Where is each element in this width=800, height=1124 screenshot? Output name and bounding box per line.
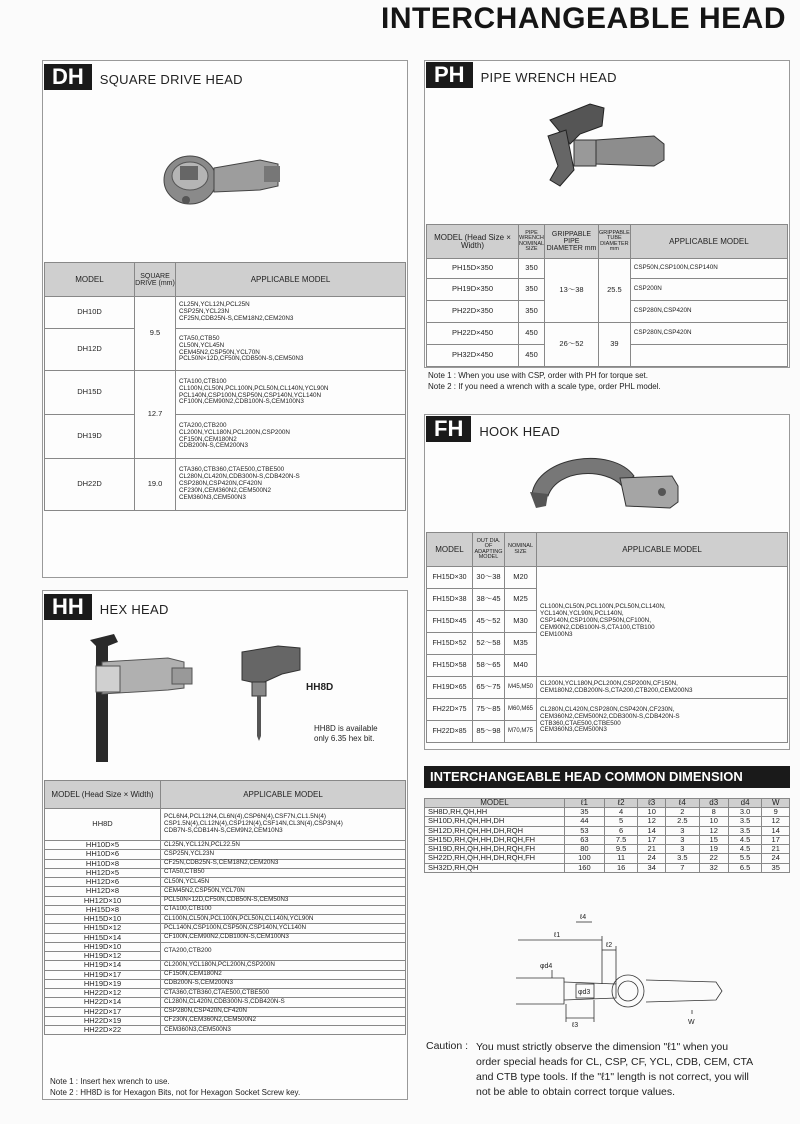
hh-model: HH15D×10 bbox=[45, 915, 161, 924]
hh-col-app: APPLICABLE MODEL bbox=[161, 781, 406, 809]
diagram-label-l4: ℓ4 bbox=[580, 914, 587, 921]
fh-col-app: APPLICABLE MODEL bbox=[537, 533, 788, 567]
ph-col-tube: GRIPPABLE TUBE DIAMETER mm bbox=[599, 225, 631, 259]
hh-model: HH8D bbox=[45, 809, 161, 841]
ph-tube-size: 39 bbox=[599, 323, 631, 367]
wrench-shank bbox=[596, 136, 664, 166]
hex-head-collar bbox=[96, 666, 120, 692]
ph-model: PH22D×350 bbox=[427, 301, 519, 323]
ph-model: PH15D×350 bbox=[427, 259, 519, 279]
hh-model: HH12D×8 bbox=[45, 887, 161, 896]
common-dimension-table bbox=[424, 798, 790, 873]
dh-col-model: MODEL bbox=[45, 263, 135, 297]
hook-arc bbox=[532, 458, 634, 496]
hh-app: CDB200N-S,CEM200N3 bbox=[161, 979, 406, 988]
fh-size: M60,M65 bbox=[505, 699, 537, 721]
fh-model: FH15D×30 bbox=[427, 567, 473, 589]
ph-size: 450 bbox=[519, 345, 545, 367]
hh-model: HH22D×22 bbox=[45, 1026, 161, 1035]
ph-pipe-range: 26～52 bbox=[545, 323, 599, 367]
dim-col: ℓ4 bbox=[665, 799, 699, 808]
hh-app: CF100N,CEM90N2,CDB100N-S,CEM100N3 bbox=[161, 933, 406, 942]
hh-model: HH15D×12 bbox=[45, 924, 161, 933]
fh-size: M20 bbox=[505, 567, 537, 589]
hh-model: HH19D×10 bbox=[45, 942, 161, 951]
hh8d-label: HH8D bbox=[306, 682, 334, 693]
hh-app: CL50N,YCL45N bbox=[161, 878, 406, 887]
dh-header bbox=[44, 64, 243, 90]
diagram-label-d3: φd3 bbox=[578, 989, 591, 996]
hh8d-body bbox=[242, 646, 300, 684]
fh-tag: FH bbox=[426, 416, 471, 442]
fh-dia: 45～52 bbox=[473, 611, 505, 633]
ph-tag: PH bbox=[426, 62, 473, 88]
ph-label: PIPE WRENCH HEAD bbox=[480, 70, 617, 85]
ph-col-pipe: GRIPPABLE PIPE DIAMETER mm bbox=[545, 225, 599, 259]
ph-app: CSP200N bbox=[630, 279, 787, 301]
hh-model: HH12D×6 bbox=[45, 878, 161, 887]
diagram-label-w: W bbox=[688, 1019, 695, 1026]
ph-notes: Note 1 : When you use with CSP, order with PH for torque set. Note 2 : If you need a wrench with a scale type, order PHL model. bbox=[428, 371, 661, 391]
hh-app: CEM360N3,CEM500N3 bbox=[161, 1026, 406, 1035]
fh-model: FH19D×65 bbox=[427, 677, 473, 699]
square-drive-head-image bbox=[160, 150, 290, 210]
page-title: INTERCHANGEABLE HEAD bbox=[380, 2, 786, 35]
hh-model: HH19D×19 bbox=[45, 979, 161, 988]
dim-row: SH19D,RH,QH,HH,DH,RQH,FH 80 9.5 21 3 19 4.5 21 bbox=[425, 845, 790, 854]
fh-model: FH22D×75 bbox=[427, 699, 473, 721]
hh-app: CL280N,CL420N,CDB300N-S,CDB420N-S bbox=[161, 998, 406, 1007]
hh-app: CL200N,YCL180N,PCL200N,CSP200N bbox=[161, 961, 406, 970]
dim-col: ℓ3 bbox=[638, 799, 666, 808]
hh-model: HH22D×17 bbox=[45, 1007, 161, 1016]
fh-size: M35 bbox=[505, 633, 537, 655]
hh-label: HEX HEAD bbox=[99, 602, 169, 617]
hh-col-model: MODEL (Head Size × Width) bbox=[45, 781, 161, 809]
hh-model: HH22D×14 bbox=[45, 998, 161, 1007]
hh-app: CF150N,CEM180N2 bbox=[161, 970, 406, 979]
dim-row: SH32D,RH,QH 160 16 34 7 32 6.5 35 bbox=[425, 863, 790, 872]
dim-col: ℓ2 bbox=[604, 799, 638, 808]
fh-size: M40 bbox=[505, 655, 537, 677]
dim-col: W bbox=[762, 799, 790, 808]
fh-dia: 85～98 bbox=[473, 721, 505, 743]
fh-model: FH22D×85 bbox=[427, 721, 473, 743]
hh-app: CL100N,CL50N,PCL100N,PCL50N,CL140N,YCL90N bbox=[161, 915, 406, 924]
ph-app: CSP280N,CSP420N bbox=[630, 301, 787, 323]
hh-model: HH15D×14 bbox=[45, 933, 161, 942]
dh-label: SQUARE DRIVE HEAD bbox=[99, 72, 243, 87]
fh-app: CL280N,CL420N,CSP280N,CSP420N,CF230N, CEM360N2,CEM500N2,CDB300N-S,CDB420N-S CTB360,CTAE500,CTBE500 CEM360N3,CEM500N3 bbox=[537, 699, 788, 743]
fh-header bbox=[426, 416, 560, 442]
hh-model: HH15D×8 bbox=[45, 905, 161, 914]
fh-table bbox=[426, 532, 788, 743]
fh-dia: 38～45 bbox=[473, 589, 505, 611]
wrench-nut bbox=[574, 140, 596, 166]
ph-app: CSP50N,CSP100N,CSP140N bbox=[630, 259, 787, 279]
ph-tube-size: 25.5 bbox=[599, 259, 631, 323]
hh-model: HH19D×14 bbox=[45, 961, 161, 970]
dim-col: MODEL bbox=[425, 799, 565, 808]
head-bolt bbox=[182, 196, 190, 204]
dh-model: DH12D bbox=[45, 329, 135, 371]
fh-col-size: NOMINAL SIZE bbox=[505, 533, 537, 567]
hook-bolt bbox=[658, 488, 666, 496]
dh-app: CTA200,CTB200 CL200N,YCL180N,PCL200N,CSP200N CF150N,CEM180N2 CDB200N-S,CEM200N3 bbox=[176, 415, 406, 459]
dh-app: CTA50,CTB50 CL50N,YCL45N CEM45N2,CSP50N,YCL70N PCL50N×12D,CF50N,CDB50N-S,CEM50N3 bbox=[176, 329, 406, 371]
fh-label: HOOK HEAD bbox=[479, 424, 561, 439]
pipe-wrench-head-image bbox=[540, 100, 670, 190]
ph-header bbox=[426, 62, 617, 88]
hook-tip bbox=[530, 492, 548, 508]
hh-model: HH10D×8 bbox=[45, 859, 161, 868]
diagram-label-l1: ℓ1 bbox=[554, 932, 561, 939]
hh-model: HH19D×17 bbox=[45, 970, 161, 979]
fh-model: FH15D×52 bbox=[427, 633, 473, 655]
hex-head-image bbox=[88, 632, 198, 766]
caution-title: Caution : bbox=[426, 1040, 469, 1052]
dh-model: DH19D bbox=[45, 415, 135, 459]
hh8d-image bbox=[238, 644, 304, 742]
hh-app: PCL6N4,PCL12N4,CL6N(4),CSP6N(4),CSF7N,CL1.5N(4) CSP1.5N(4),CL12N(4),CSP12N(4),CSF14N,CL3N(4),CSP3N(4) CDB7N-S,CDB14N-S,CEM9N2,CEM10N3 bbox=[161, 809, 406, 841]
hh-model: HH22D×19 bbox=[45, 1016, 161, 1025]
dh-drive: 12.7 bbox=[135, 371, 176, 459]
diagram-label-d4: φd4 bbox=[540, 963, 553, 970]
common-dimension-title: INTERCHANGEABLE HEAD COMMON DIMENSION bbox=[424, 766, 790, 788]
fh-size: M30 bbox=[505, 611, 537, 633]
caution-text: You must strictly observe the dimension "ℓ1" when you order special heads for CL, CSP, CF, YCL, CDB, CEM, CTA and CTB type tools. If the "ℓ1" length is not correct, you will not be able to obtain correct torque values. bbox=[476, 1041, 754, 1098]
hh-tag: HH bbox=[44, 594, 92, 620]
ph-model: PH19D×350 bbox=[427, 279, 519, 301]
hh-model: HH19D×12 bbox=[45, 952, 161, 961]
hh8d-note: HH8D is available only 6.35 hex bit. bbox=[314, 724, 378, 743]
hex-head-tip bbox=[172, 668, 192, 684]
hh-app: CTA360,CTB360,CTAE500,CTBE500 bbox=[161, 989, 406, 998]
diagram-head-body bbox=[516, 978, 564, 1004]
dim-row: SH12D,RH,QH,HH,DH,RQH 53 6 14 3 12 3.5 14 bbox=[425, 826, 790, 835]
dim-col: d4 bbox=[728, 799, 762, 808]
hh-app: CL25N,YCL12N,PCL22.5N bbox=[161, 841, 406, 850]
dh-tag: DH bbox=[44, 64, 92, 90]
dh-drive: 19.0 bbox=[135, 459, 176, 511]
ph-table bbox=[426, 224, 788, 367]
ph-col-nominal: PIPE WRENCH NOMINAL SIZE bbox=[519, 225, 545, 259]
ph-model: PH22D×450 bbox=[427, 323, 519, 345]
diagram-handle bbox=[646, 980, 722, 1002]
diagram-label-l2: ℓ2 bbox=[606, 942, 613, 949]
fh-model: FH15D×45 bbox=[427, 611, 473, 633]
diagram-ring-inner bbox=[618, 981, 638, 1001]
diagram-label-l3: ℓ3 bbox=[572, 1022, 579, 1029]
hh-model: HH22D×12 bbox=[45, 989, 161, 998]
fh-model: FH15D×38 bbox=[427, 589, 473, 611]
fh-dia: 52～58 bbox=[473, 633, 505, 655]
hh-notes: Note 1 : Insert hex wrench to use. Note 2 : HH8D is for Hexagon Bits, not for Hexagon Socket Screw key. bbox=[50, 1077, 301, 1097]
hh-app: CTA100,CTB100 bbox=[161, 905, 406, 914]
fh-size: M25 bbox=[505, 589, 537, 611]
dh-app: CTA100,CTB100 CL100N,CL50N,PCL100N,PCL50N,CL140N,YCL90N PCL140N,CSP100N,CSP50N,CSP140N,YCL140N CF100N,CEM90N2,CDB100N-S,CEM100N3 bbox=[176, 371, 406, 415]
dim-col: ℓ1 bbox=[565, 799, 605, 808]
hh-model: HH10D×5 bbox=[45, 841, 161, 850]
ph-col-model: MODEL (Head Size × Width) bbox=[427, 225, 519, 259]
dh-col-app: APPLICABLE MODEL bbox=[176, 263, 406, 297]
hh-header bbox=[44, 594, 169, 620]
hh-app: CF230N,CEM360N2,CEM500N2 bbox=[161, 1016, 406, 1025]
ph-col-app: APPLICABLE MODEL bbox=[630, 225, 787, 259]
dh-model: DH15D bbox=[45, 371, 135, 415]
dim-row: SH8D,RH,QH,HH 35 4 10 2 8 3.0 9 bbox=[425, 808, 790, 817]
dim-row: SH22D,RH,QH,HH,DH,RQH,FH 100 11 24 3.5 22 5.5 24 bbox=[425, 854, 790, 863]
hook-shank bbox=[620, 476, 678, 508]
ph-size: 350 bbox=[519, 301, 545, 323]
fh-col-dia: OUT DIA. OF ADAPTING MODEL bbox=[473, 533, 505, 567]
hh-app: CSP25N,YCL23N bbox=[161, 850, 406, 859]
fh-size: M70,M75 bbox=[505, 721, 537, 743]
hh-table bbox=[44, 780, 406, 1035]
fh-dia: 65～75 bbox=[473, 677, 505, 699]
fh-size: M45,M50 bbox=[505, 677, 537, 699]
ph-size: 350 bbox=[519, 259, 545, 279]
dh-app: CTA360,CTB360,CTAE500,CTBE500 CL280N,CL420N,CDB300N-S,CDB420N-S CSP280N,CSP420N,CF420N CF230N,CEM360N2,CEM500N2 CEM360N3,CEM500N3 bbox=[176, 459, 406, 511]
hook-head-image bbox=[522, 446, 682, 526]
hh-model: HH12D×10 bbox=[45, 896, 161, 905]
hh-app: CEM45N2,CSP50N,YCL70N bbox=[161, 887, 406, 896]
hh-app: PCL50N×12D,CF50N,CDB50N-S,CEM50N3 bbox=[161, 896, 406, 905]
fh-col-model: MODEL bbox=[427, 533, 473, 567]
hh-app: CTA200,CTB200 bbox=[161, 942, 406, 961]
head-tip bbox=[264, 166, 280, 182]
hh-app: CTA50,CTB50 bbox=[161, 868, 406, 877]
dim-row: SH10D,RH,QH,HH,DH 44 5 12 2.5 10 3.5 12 bbox=[425, 817, 790, 826]
ph-model: PH32D×450 bbox=[427, 345, 519, 367]
hh-app: CF25N,CDB25N-S,CEM18N2,CEM20N3 bbox=[161, 859, 406, 868]
fh-dia: 30～38 bbox=[473, 567, 505, 589]
ph-app bbox=[630, 345, 787, 367]
dh-model: DH22D bbox=[45, 459, 135, 511]
drive-square bbox=[180, 166, 198, 180]
dh-app: CL25N,YCL12N,PCL25N CSP25N,YCL23N CF25N,CDB25N-S,CEM18N2,CEM20N3 bbox=[176, 297, 406, 329]
dh-col-drive: SQUARE DRIVE (mm) bbox=[135, 263, 176, 297]
hex-key bbox=[90, 634, 118, 762]
dh-drive: 9.5 bbox=[135, 297, 176, 371]
hh8d-bit bbox=[257, 696, 261, 741]
diagram-ring bbox=[612, 975, 644, 1007]
ph-size: 350 bbox=[519, 279, 545, 301]
hh-app: CSP280N,CSP420N,CF420N bbox=[161, 1007, 406, 1016]
ph-app: CSP280N,CSP420N bbox=[630, 323, 787, 345]
hh8d-socket bbox=[252, 682, 266, 696]
fh-dia: 58～65 bbox=[473, 655, 505, 677]
ph-size: 450 bbox=[519, 323, 545, 345]
hh-app: PCL140N,CSP100N,CSP50N,CSP140N,YCL140N bbox=[161, 924, 406, 933]
ph-pipe-range: 13～38 bbox=[545, 259, 599, 323]
fh-dia: 75～85 bbox=[473, 699, 505, 721]
dh-table bbox=[44, 262, 406, 511]
fh-model: FH15D×58 bbox=[427, 655, 473, 677]
fh-app: CL100N,CL50N,PCL100N,PCL50N,CL140N, YCL140N,YCL90N,PCL140N, CSP140N,CSP100N,CSP50N,CF100N, CEM90N2,CDB100N-S,CTA100,CTB100 CEM100N3 bbox=[537, 567, 788, 677]
fh-app: CL200N,YCL180N,PCL200N,CSP200N,CF150N, CEM180N2,CDB200N-S,CTA200,CTB200,CEM200N3 bbox=[537, 677, 788, 699]
dim-row: SH15D,RH,QH,HH,DH,RQH,FH 63 7.5 17 3 15 4.5 17 bbox=[425, 835, 790, 844]
dim-col: d3 bbox=[699, 799, 728, 808]
dh-model: DH10D bbox=[45, 297, 135, 329]
hh-model: HH10D×6 bbox=[45, 850, 161, 859]
hh-model: HH12D×5 bbox=[45, 868, 161, 877]
dimension-diagram bbox=[506, 910, 736, 1030]
